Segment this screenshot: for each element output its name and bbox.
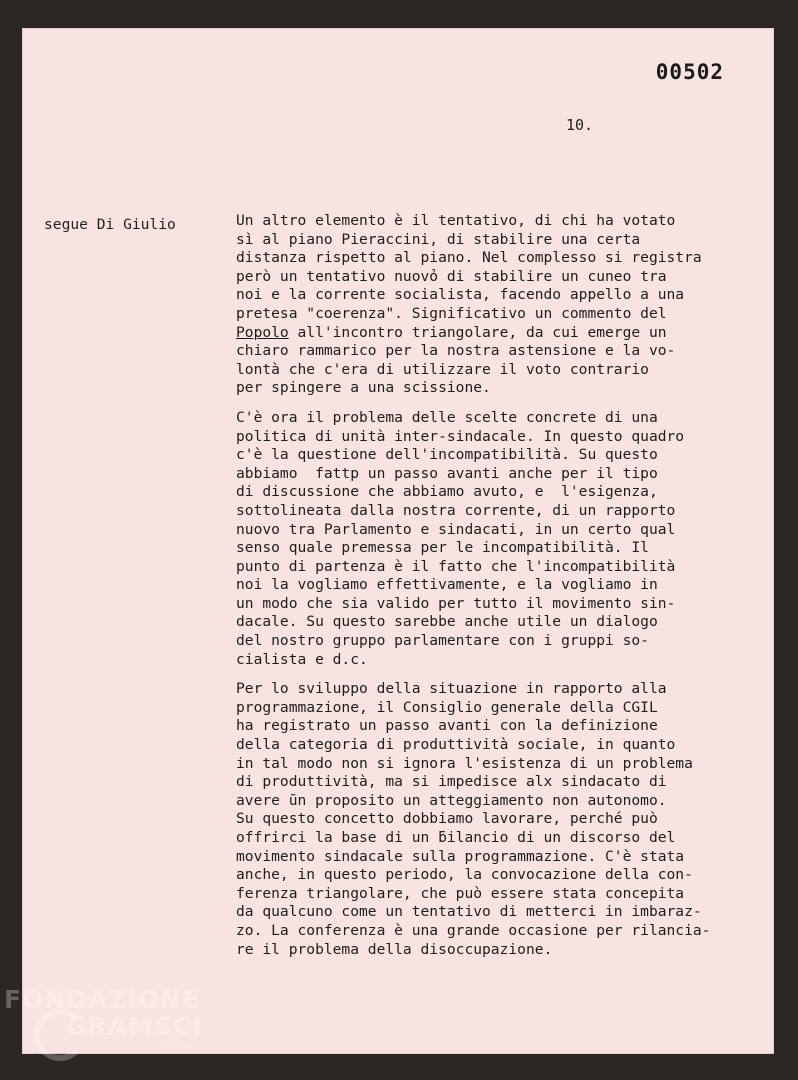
text-line: dacale. Su questo sarebbe anche utile un dialogo xyxy=(236,613,658,631)
text-line: un modo che sia valido per tutto il movimento sin- xyxy=(236,594,676,612)
text-line: Un altro elemento è il tentativo, di chi ha votato xyxy=(236,212,676,229)
text-line: noi e la corrente socialista, facendo appello a una xyxy=(236,286,685,304)
text-line: Su questo concetto dobbiamo lavorare, perché può xyxy=(236,810,658,828)
watermark-line1: FONDAZIONE xyxy=(4,985,201,1014)
text-line: programmazione, il Consiglio generale della CGIL xyxy=(236,698,658,716)
text-line: pretesa "coerenza". Significativo un commento del xyxy=(236,304,667,322)
text-line: di produttività, ma si impedisce alx sindacato di xyxy=(236,773,667,791)
archive-number: 00502 xyxy=(655,60,724,84)
underlined-word: Popolo xyxy=(236,323,289,341)
text-line: nuovo tra Parlamento e sindacati, in un certo qual xyxy=(236,520,676,538)
speaker-label: segue Di Giulio xyxy=(44,216,176,233)
text-line: distanza rispetto al piano. Nel complesso si registra xyxy=(236,249,702,267)
text-line: ha registrato un passo avanti con la definizione xyxy=(236,717,658,735)
paragraph xyxy=(236,212,756,398)
text-segment: all'incontro triangolare, da cui emerge un xyxy=(288,323,667,341)
text-line: punto di partenza è il fatto che l'incompatibilità xyxy=(236,557,676,575)
text-line: politica di unità inter-sindacale. In questo quadro xyxy=(236,427,685,445)
page-number: 10. xyxy=(566,116,594,134)
text-line: re il problema della disoccupazione. xyxy=(236,940,553,958)
text-line: chiaro rammarico per la nostra astensione e la vo- xyxy=(236,342,676,360)
text-line: lontà che c'era di utilizzare il voto contrario xyxy=(236,360,649,378)
text-line: avere ũn proposito un atteggiamento non autonomo. xyxy=(236,791,667,809)
text-line: zo. La conferenza è una grande occasione per rilancia- xyxy=(236,921,711,939)
text-line: noi la vogliamo effettivamente, e la vogliamo in xyxy=(236,576,658,594)
body-text xyxy=(236,212,756,970)
text-line: Per lo sviluppo della situazione in rapporto alla xyxy=(236,680,667,698)
text-line xyxy=(236,324,756,343)
watermark-line3: Onlus xyxy=(164,1040,193,1050)
text-line: abbiamo fattp un passo avanti anche per il tipo xyxy=(236,464,658,482)
text-line: movimento sindacale sulla programmazione. C'è stata xyxy=(236,847,685,865)
text-line: della categoria di produttività sociale, in quanto xyxy=(236,736,676,754)
text-line: da qualcuno come un tentativo di metterci in imbaraz- xyxy=(236,903,702,921)
text-line: per spingere a una scissione. xyxy=(236,379,491,397)
text-line: sottolineata dalla nostra corrente, di un rapporto xyxy=(236,501,676,519)
paragraph xyxy=(236,409,756,669)
text-line: ferenza triangolare, che può essere stata concepita xyxy=(236,884,685,902)
text-line: però un tentativo nuovỏ di stabilire un cuneo tra xyxy=(236,267,667,285)
text-line: di discussione che abbiamo avuto, e l'esigenza, xyxy=(236,483,658,501)
g-logo-icon xyxy=(34,1009,86,1061)
fondazione-gramsci-watermark xyxy=(4,987,203,1050)
text-line: senso quale premessa per le incompatibilità. Il xyxy=(236,539,649,557)
text-line: anche, in questo periodo, la convocazione della con- xyxy=(236,866,693,884)
document-page xyxy=(22,28,774,1054)
text-line: offrirci la base di un ƃilancio di un discorso del xyxy=(236,829,676,846)
watermark-line2: GRAMSCI xyxy=(66,1012,203,1041)
text-line: c'è la questione dell'incompatibilità. Su questo xyxy=(236,446,658,464)
text-line: C'è ora il problema delle scelte concrete di una xyxy=(236,408,658,426)
text-line: sì al piano Pieraccini, di stabilire una certa xyxy=(236,230,641,248)
text-line: cialista e d.c. xyxy=(236,650,368,668)
text-line: in tal modo non si ignora l'esistenza di un problema xyxy=(236,754,693,772)
text-line: del nostro gruppo parlamentare con i gruppi so- xyxy=(236,632,649,650)
paragraph xyxy=(236,680,756,959)
